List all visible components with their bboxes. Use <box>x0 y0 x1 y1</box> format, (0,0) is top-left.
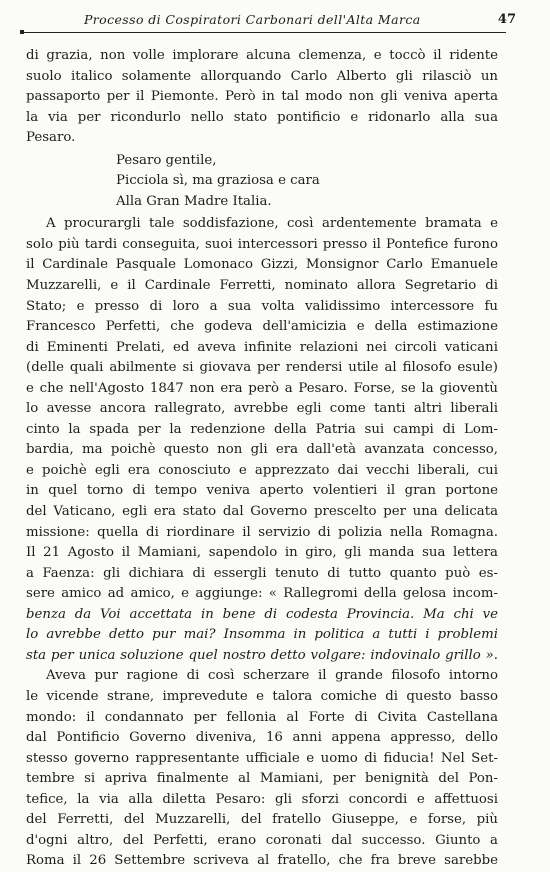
text-line: del Ferretti, del Muzzarelli, del fratello Giuseppe, e forse, più <box>26 812 498 828</box>
text-line: Il 21 Agosto il Mamiani, sapendolo in giro, gli manda sua lettera <box>26 545 498 561</box>
text-line: cinto la spada per la redenzione della Patria sui campi di Lom- <box>26 421 498 437</box>
text-line: la via per ricondurlo nello stato pontificio e ridonarlo alla sua <box>26 109 498 125</box>
text-line: e poichè egli era conosciuto e apprezzato dai vecchi liberali, cui <box>26 462 498 478</box>
text-line: Aveva pur ragione di così scherzare il grande filosofo intorno <box>46 668 498 684</box>
text-line: Pesaro. <box>26 130 76 146</box>
text-line: solo più tardi conseguita, suoi intercessori presso il Pontefice furono <box>26 236 498 252</box>
text-line: (delle quali abilmente si giovava per rendersi utile al filosofo esule) <box>26 360 498 376</box>
verse-line: Picciola sì, ma graziosa e cara <box>116 173 320 189</box>
text-line: passaporto per il Piemonte. Però in tal modo non gli veniva aperta <box>26 89 498 105</box>
text-line: suolo italico solamente allorquando Carlo Alberto gli rilasciò un <box>26 68 498 84</box>
text-line: tefice, la via alla diletta Pesaro: gli sforzi concordi e affettuosi <box>26 791 498 807</box>
text-line: d'ogni altro, del Perfetti, erano coronati dal successo. Giunto a <box>26 832 498 848</box>
text-line: dal Pontificio Governo diveniva, 16 anni appena appresso, dello <box>26 730 498 746</box>
text-line: lo avesse ancora rallegrato, avrebbe egli come tanti altri liberali <box>26 401 498 417</box>
text-line: A procurargli tale soddisfazione, così ardentemente bramata e <box>46 216 498 232</box>
paragraph-after-poem <box>26 214 498 872</box>
text-line: sere amico ad amico, e aggiunge: « Rallegromi della gelosa incom- <box>26 586 498 602</box>
running-title: Processo di Cospiratori Carbonari dell'Alta Marca <box>84 12 421 27</box>
text-line: sta per unica soluzione quel nostro detto volgare: indovinalo grillo ». <box>26 647 498 663</box>
text-line: Francesco Perfetti, che godeva dell'amicizia e della estimazione <box>26 319 498 335</box>
text-line: in quel torno di tempo veniva aperto volentieri il gran portone <box>26 483 498 499</box>
text-line: Stato; e presso di loro a sua volta validissimo intercessore fu <box>26 298 498 314</box>
text-line: tembre si apriva finalmente al Mamiani, per benignità del Pon- <box>26 771 498 787</box>
running-header <box>20 10 516 33</box>
text-line: Roma il 26 Settembre scriveva al fratello, che fra breve sarebbe <box>26 853 498 869</box>
verse-line: Alla Gran Madre Italia. <box>116 193 272 209</box>
page-number: 47 <box>497 12 516 27</box>
text-line: bardia, ma poichè questo non gli era dall'età avanzata concesso, <box>26 442 498 458</box>
text-line: a Faenza: gli dichiara di essergli tenuto di tutto quanto può es- <box>26 565 498 581</box>
text-line: benza da Voi accettata in bene di codesta Provincia. Ma chi ve <box>26 606 498 622</box>
poem-quote <box>26 151 498 213</box>
body-text <box>26 46 498 872</box>
paragraph-before-poem <box>26 46 498 149</box>
text-line: stesso governo rappresentante ufficiale e uomo di fiducia! Nel Set- <box>26 750 498 766</box>
text-line: di Eminenti Prelati, ed aveva infinite relazioni nei circoli vaticani <box>26 339 498 355</box>
text-line: di grazia, non volle implorare alcuna clemenza, e toccò il ridente <box>26 48 498 63</box>
text-line: e che nell'Agosto 1847 non era però a Pesaro. Forse, se la gioventù <box>26 380 498 396</box>
margin-mark <box>20 30 24 34</box>
text-line: lo avrebbe detto pur mai? Insomma in politica a tutti i problemi <box>26 627 498 643</box>
text-line: missione: quella di riordinare il servizio di polizia nella Romagna. <box>26 524 498 540</box>
text-line: il Cardinale Pasquale Lomonaco Gizzi, Monsignor Carlo Emanuele <box>26 257 498 273</box>
verse-line: Pesaro gentile, <box>116 152 217 168</box>
text-line: le vicende strane, imprevedute e talora comiche di questo basso <box>26 688 498 704</box>
text-line: Muzzarelli, e il Cardinale Ferretti, nominato allora Segretario di <box>26 278 498 294</box>
text-line: del Vaticano, egli era stato dal Governo prescelto per una delicata <box>26 504 498 520</box>
text-line: mondo: il condannato per fellonia al Forte di Civita Castellana <box>26 709 498 725</box>
